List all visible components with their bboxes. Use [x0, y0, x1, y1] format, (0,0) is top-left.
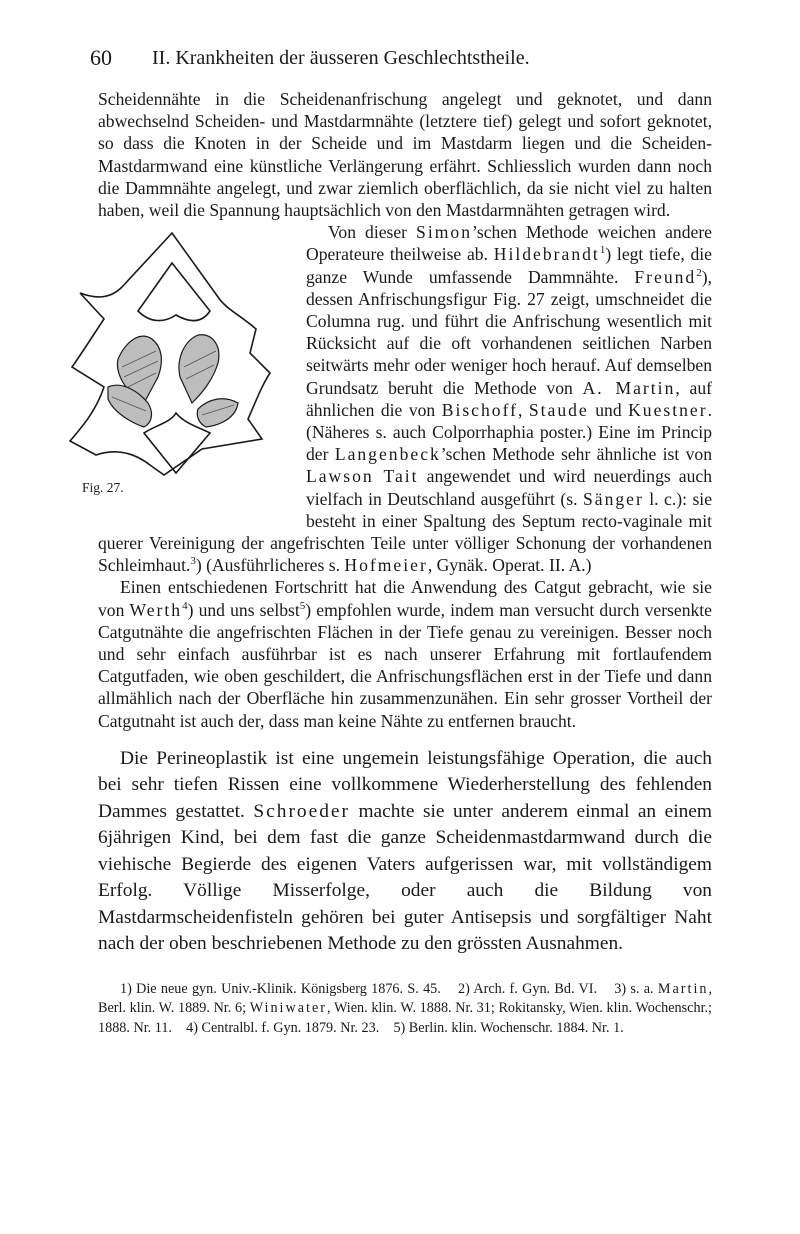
- text-run: angewendet und wird neuerdings auch vielfach in Deutschland ausgeführt (s.: [306, 466, 712, 509]
- paragraph-1: Scheidennähte in die Scheidenanfrischung angelegt und geknotet, und dann abwechselnd Scheiden- und Mastdarmnähte (letztere tief) gelegt und sofort geknotet, so dass die Knoten in der Scheide und im Mastdarm liegen und die Scheiden-Mastdarmwand eine künstliche Verlängerung erfährt. Schliesslich wurden dann noch die Dammnähte angelegt, und zwar ziemlich oberflächlich, da sie nicht viel zu halten haben, weil die Spannung hauptsächlich von den Mastdarmnähten getragen wird.: [98, 89, 712, 221]
- footnote-ref: 5: [299, 599, 306, 612]
- author-staude: Staude: [528, 399, 589, 420]
- author-werth: Werth: [129, 599, 183, 620]
- page-number: 60: [90, 45, 112, 70]
- text-run: ), dessen Anfrischungsfigur Fig. 27 zeigt, umschneidet die Columna rug. und führt die Anfrischung wesentlich mit Rücksicht auf die oft vorhandenen seitlichen Narben seitwärts mehr oder weniger hoch herauf. Auf demselben Grundsatz beruht die Methode von: [306, 266, 712, 398]
- figure-27: [52, 227, 298, 513]
- footnote-ref: 2: [696, 266, 702, 279]
- footnotes: [98, 980, 712, 1038]
- text-run: ) und uns selbst: [187, 599, 300, 620]
- footnote-5: 5) Berlin. klin. Wochenschr. 1884. Nr. 1.: [393, 1019, 624, 1036]
- main-text: [82, 88, 713, 1038]
- footnote-2: 2) Arch. f. Gyn. Bd. VI.: [458, 980, 598, 997]
- author-hildebrandt: Hildebrandt: [493, 244, 600, 265]
- footnote-ref: 4: [182, 599, 188, 612]
- footnote-ref: 3: [190, 555, 196, 568]
- author-hofmeier: Hofmeier: [344, 555, 428, 576]
- footnote-author-martin: Martin: [657, 980, 709, 997]
- text-run: und: [588, 399, 629, 420]
- author-lawson-tait: Lawson Tait: [306, 466, 419, 487]
- text-run: , Gynäk. Operat. II. A.): [427, 555, 592, 576]
- text-run: Einen entschiedenen Fortschritt hat die Anwendung des Catgut gebracht, wie sie von: [98, 577, 712, 620]
- paragraph-4: [98, 746, 712, 958]
- text-run: , auf ähnlichen die von: [306, 377, 713, 420]
- text-run: ,: [517, 399, 529, 420]
- text-run: . (Näheres s. auch Colporrhaphia poster.) Eine im Princip der: [306, 399, 713, 465]
- running-title: II. Krankheiten der äusseren Geschlechtstheile.: [152, 47, 530, 69]
- footnote-3-cont: , Wien. klin. W. 1888. Nr. 31; Rokitansky, Wien. klin. Wochenschr.; 1888. Nr. 11.: [98, 1000, 712, 1036]
- author-kuestner: Kuestner: [628, 399, 708, 420]
- footnote-author-winiwater: Winiwater: [249, 1000, 327, 1017]
- text-run: ’schen Methode sehr ähnliche ist von: [440, 444, 712, 465]
- text-run: ) legt tiefe, die ganze Wunde umfassende Dammnähte.: [306, 244, 712, 287]
- footnote-1: 1) Die neue gyn. Univ.-Klinik. Königsberg 1876. S. 45.: [120, 980, 441, 997]
- text-run: ’schen Methode weichen andere Operateure theilweise ab.: [306, 222, 712, 265]
- footnote-ref: 1: [599, 244, 606, 257]
- footnote-4: 4) Centralbl. f. Gyn. 1879. Nr. 23.: [186, 1019, 380, 1036]
- author-bischoff: Bischoff: [441, 399, 518, 420]
- anfrischungsfigur-illustration: [52, 227, 298, 513]
- author-langenbeck: Langenbeck: [334, 444, 441, 465]
- author-simon: Simon: [416, 222, 472, 243]
- text-run: ) (Ausführlicheres s.: [195, 555, 345, 576]
- text-run: machte sie unter anderem einmal an einem 6jährigen Kind, bei dem fast die ganze Scheidenmastdarmwand durch die viehische Begierde des eigenen Vaters aufgerissen war, mit vollständigem Erfolg. Völlige Misserfolge, oder auch die Bildung von Mastdarmscheidenfisteln gehören bei guter Antisepsis und sorgfältiger Naht nach der oben beschriebenen Methode zu den grössten Ausnahmen.: [98, 800, 712, 955]
- text-run: Von dieser: [328, 222, 417, 243]
- author-schroeder: Schroeder: [253, 800, 350, 822]
- author-freund: Freund: [634, 266, 697, 287]
- text-run: l. c.): sie besteht in einer Spaltung des Septum recto-vaginale mit querer Vereinigung der angefrischten Teile unter völliger Schonung der vorhandenen Schleimhaut.: [98, 488, 713, 576]
- figure-caption: Fig. 27.: [82, 480, 124, 496]
- author-martin: A. Martin: [582, 377, 676, 398]
- paragraph-3: [98, 576, 712, 731]
- text-run: Die Perineoplastik ist eine ungemein leistungsfähige Operation, die auch bei sehr tiefen Rissen eine vollkommene Wiederherstellung des fehlenden Dammes gestattet.: [98, 747, 712, 822]
- author-saenger: Sänger: [582, 488, 644, 509]
- text-run: ) empfohlen wurde, indem man versucht durch versenkte Catgutnähte die angefrischten Flächen in der Tiefe genau zu vereinigen. Besser noch und sehr einfach ausführbar ist es nach unserer Erfahrung mit fortlaufendem Catgutfaden, wie oben geschildert, die Anfrischungsflächen erst in der Tiefe und dann allmählich nach der Oberfläche hin zusammenzunähen. Ein sehr grosser Vortheil der Catgutnaht ist auch der, dass man keine Nähte zu entfernen braucht.: [98, 599, 712, 731]
- footnote-3: 3) s. a.: [614, 980, 658, 997]
- footnote-3-cont: , Berl. klin. W. 1889. Nr. 6;: [98, 980, 713, 1017]
